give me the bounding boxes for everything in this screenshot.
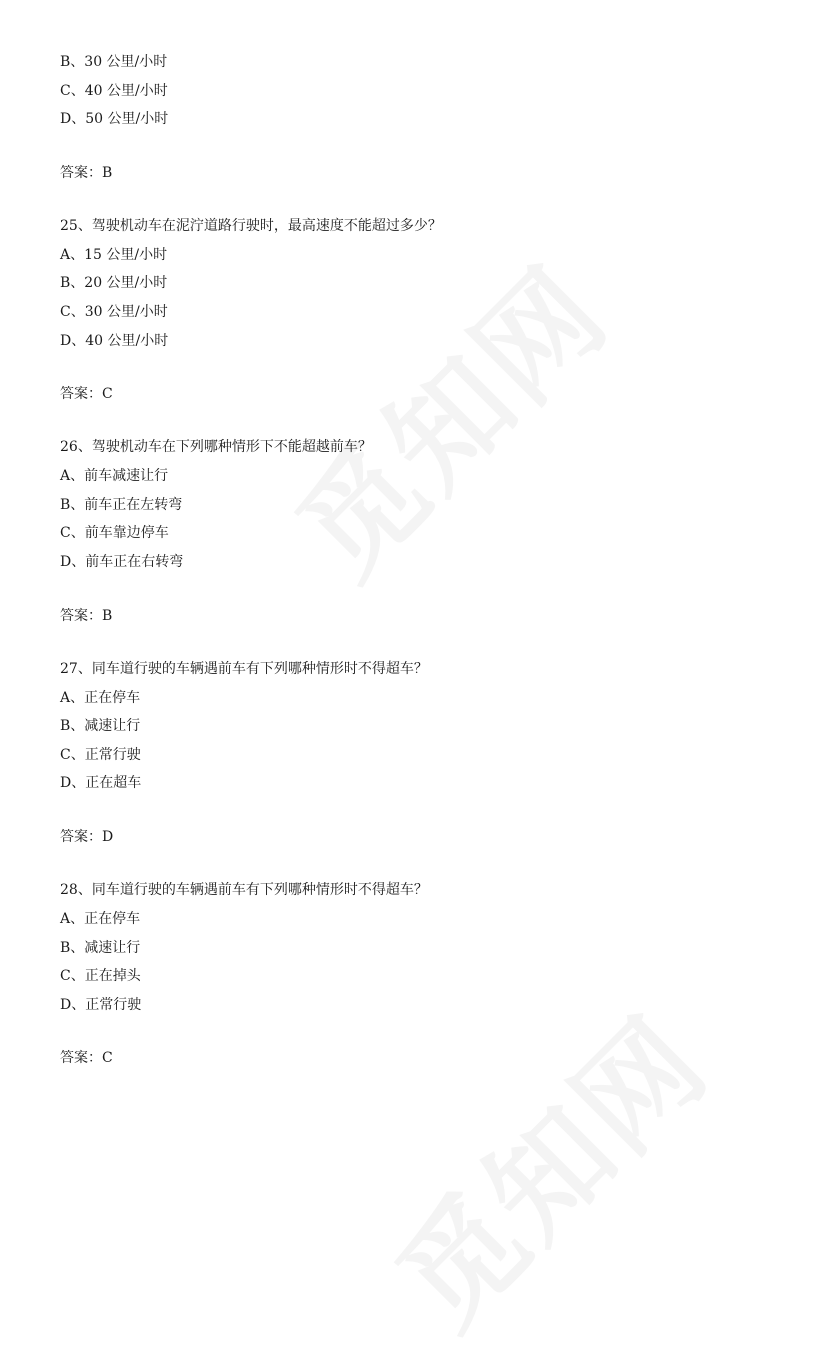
option-b: B、30 公里/小时 xyxy=(60,54,168,70)
answer-line: 答案：C xyxy=(60,1050,113,1067)
option-a: A、正在停车 xyxy=(60,910,141,927)
option-d: D、前车正在右转弯 xyxy=(60,553,184,570)
option-c: C、前车靠边停车 xyxy=(60,525,169,542)
option-a: A、正在停车 xyxy=(60,689,141,706)
option-a: A、15 公里/小时 xyxy=(60,246,168,263)
option-d: D、40 公里/小时 xyxy=(60,332,169,349)
option-c: C、正常行驶 xyxy=(60,746,141,763)
question-text: 26、驾驶机动车在下列哪种情形下不能超越前车？ xyxy=(60,439,372,456)
answer-line: 答案：B xyxy=(60,607,113,624)
option-a: A、前车减速让行 xyxy=(60,468,169,485)
option-d: D、50 公里/小时 xyxy=(60,111,169,128)
answer-line: 答案：C xyxy=(60,386,113,403)
option-c: C、正在掉头 xyxy=(60,968,141,985)
question-block xyxy=(60,218,780,402)
question-text: 28、同车道行驶的车辆遇前车有下列哪种情形时不得超车？ xyxy=(60,881,428,898)
question-text: 25、驾驶机动车在泥泞道路行驶时，最高速度不能超过多少？ xyxy=(60,217,442,234)
question-block xyxy=(60,54,780,181)
option-b: B、减速让行 xyxy=(60,939,141,956)
option-b: B、前车正在左转弯 xyxy=(60,496,183,513)
option-c: C、40 公里/小时 xyxy=(60,82,168,99)
answer-line: 答案：D xyxy=(60,828,114,845)
question-block xyxy=(60,661,780,845)
option-d: D、正常行驶 xyxy=(60,996,142,1013)
option-d: D、正在超车 xyxy=(60,775,142,792)
question-block xyxy=(60,439,780,623)
document-page xyxy=(60,54,780,1103)
option-c: C、30 公里/小时 xyxy=(60,303,168,320)
question-block xyxy=(60,882,780,1066)
option-b: B、20 公里/小时 xyxy=(60,275,168,292)
option-b: B、减速让行 xyxy=(60,718,141,735)
answer-line: 答案：B xyxy=(60,164,113,181)
question-text: 27、同车道行驶的车辆遇前车有下列哪种情形时不得超车？ xyxy=(60,660,428,677)
